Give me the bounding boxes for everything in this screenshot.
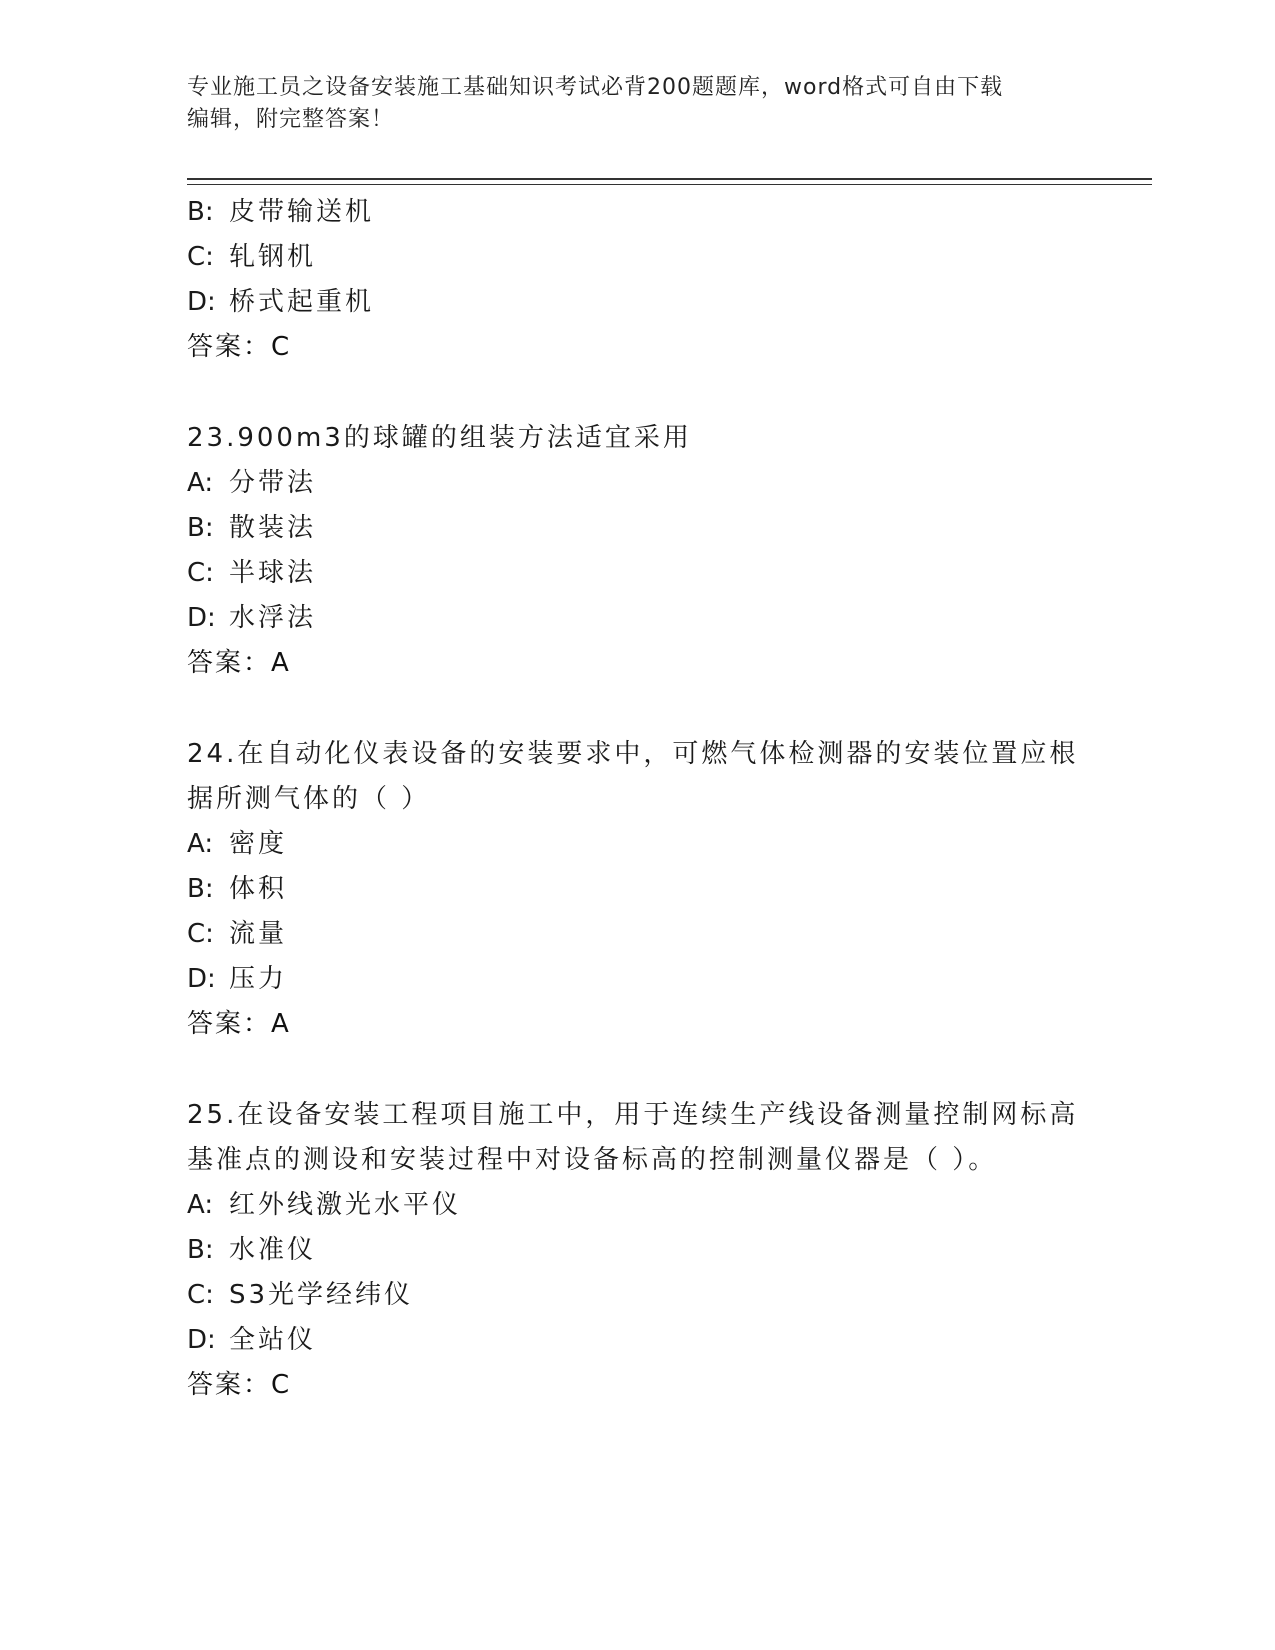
option-text: 散装法: [229, 513, 317, 543]
question-24-block: [187, 732, 1087, 1047]
option-key: D:: [187, 287, 216, 317]
option-b: [187, 190, 1087, 235]
option-key: D:: [187, 603, 216, 633]
option-text: 红外线激光水平仪: [229, 1190, 462, 1220]
option-text: 流量: [229, 919, 288, 949]
option-text: 全站仪: [229, 1325, 317, 1355]
option-text: 水浮法: [229, 603, 317, 633]
answer-line: 答案：A: [187, 1009, 291, 1039]
option-text: 桥式起重机: [229, 287, 375, 317]
question-25-block: [187, 1093, 1087, 1408]
question-text-line-1: 24.在自动化仪表设备的安装要求中，可燃气体检测器的安装位置应根: [187, 739, 1079, 769]
option-key: B:: [187, 874, 214, 904]
option-c: [187, 551, 1087, 596]
option-key: A:: [187, 1190, 214, 1220]
question-text-line-1: 25.在设备安装工程项目施工中，用于连续生产线设备测量控制网标高: [187, 1100, 1079, 1130]
option-c: [187, 235, 1087, 280]
spacer: [187, 1047, 1087, 1093]
option-text: 皮带输送机: [229, 197, 375, 227]
option-d: [187, 1318, 1087, 1363]
option-a: [187, 461, 1087, 506]
option-key: A:: [187, 829, 214, 859]
option-b: [187, 1228, 1087, 1273]
question-23-block: [187, 416, 1087, 686]
question-22-block: [187, 190, 1087, 370]
header-title-line-2: 编辑，附完整答案！: [187, 107, 395, 132]
option-key: B:: [187, 1235, 214, 1265]
option-text: 半球法: [229, 558, 317, 588]
header-divider-thick: [187, 178, 1152, 180]
header-divider-thin: [187, 184, 1152, 185]
option-key: D:: [187, 1325, 216, 1355]
option-text: 轧钢机: [229, 242, 317, 272]
option-key: C:: [187, 1280, 214, 1310]
question-list: [187, 190, 1087, 1408]
option-text: 压力: [229, 964, 288, 994]
question-text-line-2: 据所测气体的（ ）: [187, 784, 431, 814]
option-d: [187, 957, 1087, 1002]
option-key: D:: [187, 964, 216, 994]
option-text: 密度: [229, 829, 288, 859]
answer-line: 答案：C: [187, 332, 292, 362]
header-title-line-1: 专业施工员之设备安装施工基础知识考试必背200题题库，word格式可自由下载: [187, 75, 1004, 100]
option-key: A:: [187, 468, 214, 498]
option-a: [187, 1183, 1087, 1228]
question-text-line-2: 基准点的测设和安装过程中对设备标高的控制测量仪器是（ ）。: [187, 1145, 998, 1175]
option-key: C:: [187, 919, 214, 949]
question-text: 23.900m3的球罐的组装方法适宜采用: [187, 423, 692, 453]
option-a: [187, 822, 1087, 867]
document-header: [187, 72, 1067, 136]
option-key: C:: [187, 242, 214, 272]
spacer: [187, 370, 1087, 416]
option-key: B:: [187, 197, 214, 227]
option-d: [187, 596, 1087, 641]
option-c: [187, 912, 1087, 957]
option-d: [187, 280, 1087, 325]
option-text: 水准仪: [229, 1235, 317, 1265]
option-key: C:: [187, 558, 214, 588]
answer-line: 答案：C: [187, 1370, 292, 1400]
answer-line: 答案：A: [187, 648, 291, 678]
spacer: [187, 686, 1087, 732]
option-c: [187, 1273, 1087, 1318]
option-text: 体积: [229, 874, 288, 904]
option-b: [187, 506, 1087, 551]
option-text: S3光学经纬仪: [229, 1280, 414, 1310]
option-key: B:: [187, 513, 214, 543]
option-text: 分带法: [229, 468, 317, 498]
option-b: [187, 867, 1087, 912]
